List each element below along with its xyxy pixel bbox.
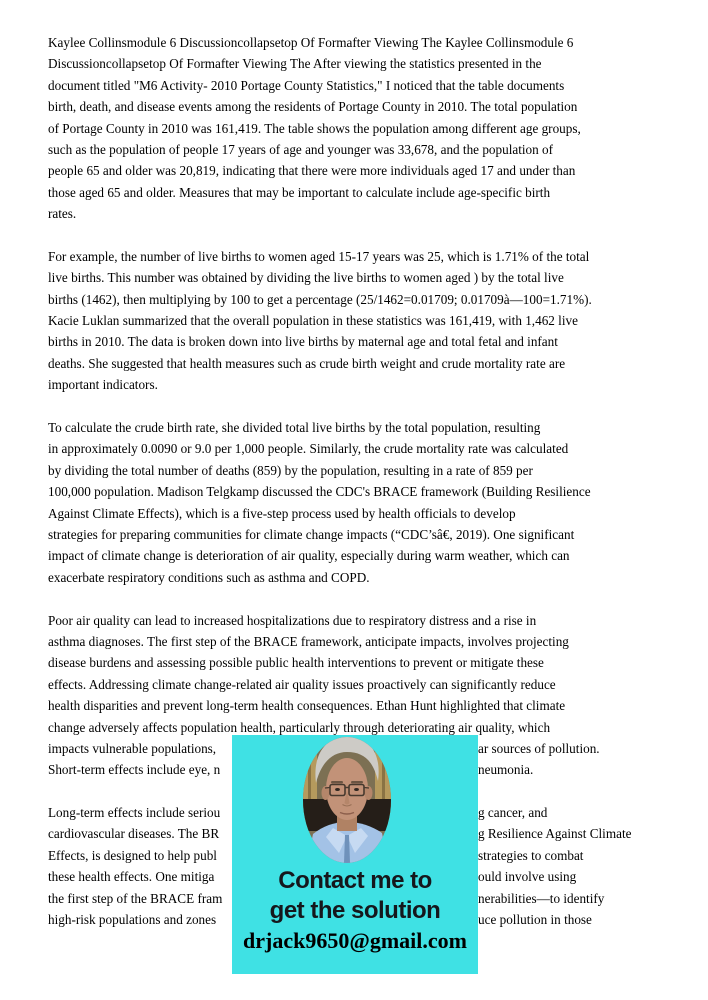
text-line: effects. Addressing climate change-related air quality issues proactively can significantly reduce (48, 676, 556, 692)
text-line: Discussioncollapsetop Of Formafter Viewing The After viewing the statistics presented in the (48, 56, 542, 72)
paragraph (48, 417, 668, 588)
text-line: For example, the number of live births to women aged 15-17 years was 25, which is 1.71% of the total (48, 248, 590, 264)
text-line: health disparities and prevent long-term health consequences. Ethan Hunt highlighted that climate (48, 698, 566, 714)
text-line: asthma diagnoses. The first step of the BRACE framework, anticipate impacts, involves projecting (48, 633, 569, 649)
text-line: people 65 and older was 20,819, indicating that there were more individuals aged 17 and under than (48, 163, 576, 179)
text-fragment-right: g cancer, and (478, 805, 548, 821)
text-fragment-right: uce pollution in those (478, 912, 592, 928)
text-line: rates. (48, 206, 77, 222)
text-fragment-left: Long-term effects include seriou (48, 805, 221, 821)
text-fragment-left: high-risk populations and zones (48, 912, 217, 928)
text-line: exacerbate respiratory conditions such as asthma and COPD. (48, 569, 370, 585)
text-line: document titled "M6 Activity- 2010 Portage County Statistics," I noticed that the table documents (48, 77, 565, 93)
text-line: by dividing the total number of deaths (859) by the population, resulting in a rate of 859 per (48, 462, 533, 478)
text-line: change adversely affects population health, particularly through deteriorating air quality, which (48, 719, 551, 735)
text-fragment-right: neumonia. (478, 762, 534, 778)
text-line: births (1462), then multiplying by 100 to get a percentage (25/1462=0.01709; 0.01709à—100=1.71%). (48, 291, 592, 307)
text-line: Kacie Luklan summarized that the overall population in these statistics was 161,419, with 1,462 live (48, 313, 578, 329)
text-line: deaths. She suggested that health measures such as crude birth weight and crude mortality rate are (48, 355, 566, 371)
contact-heading (232, 866, 478, 926)
text-line: live births. This number was obtained by dividing the live births to women aged ) by the total live (48, 270, 564, 286)
text-line: Poor air quality can lead to increased hospitalizations due to respiratory distress and a rise in (48, 612, 537, 628)
text-line: strategies for preparing communities for climate change impacts (“CDC’sâ€, 2019). One significant (48, 526, 575, 542)
text-fragment-left: Effects, is designed to help publ (48, 847, 217, 863)
text-line: births in 2010. The data is broken down into live births by maternal age and total fetal and infant (48, 334, 558, 350)
text-line: To calculate the crude birth rate, she divided total live births by the total population, resulting (48, 420, 541, 436)
face (326, 758, 368, 820)
paragraph (48, 246, 668, 396)
eyebrow-right (351, 781, 363, 783)
text-line: impact of climate change is deterioration of air quality, especially during warm weather, which can (48, 548, 570, 564)
contact-email: drjack9650@gmail.com (243, 928, 467, 953)
text-fragment-left: cardiovascular diseases. The BR (48, 826, 220, 842)
text-line: 100,000 population. Madison Telgkamp discussed the CDC's BRACE framework (Building Resilience (48, 484, 591, 500)
contact-heading-line1: Contact me to (278, 867, 432, 894)
text-line: important indicators. (48, 377, 158, 393)
text-fragment-right: ar sources of pollution. (478, 740, 600, 756)
text-fragment-left: the first step of the BRACE fram (48, 890, 223, 906)
eyebrow-left (331, 781, 343, 783)
text-line: of Portage County in 2010 was 161,419. The table shows the population among different age groups, (48, 120, 581, 136)
text-line: birth, death, and disease events among the residents of Portage County in 2010. The total population (48, 99, 578, 115)
text-line: such as the population of people 17 years of age and younger was 33,678, and the population of (48, 141, 554, 157)
portrait-photo (303, 737, 391, 863)
contact-heading-line2: get the solution (269, 897, 441, 924)
contact-overlay (232, 735, 478, 974)
text-line: Kaylee Collinsmodule 6 Discussioncollapsetop Of Formafter Viewing The Kaylee Collinsmodule 6 (48, 35, 574, 50)
text-fragment-left: impacts vulnerable populations, (48, 740, 217, 756)
text-fragment-right: strategies to combat (478, 847, 584, 863)
eye-right (354, 788, 359, 791)
text-line: those aged 65 and older. Measures that may be important to calculate include age-specific birth (48, 184, 551, 200)
paragraph (48, 32, 668, 225)
eye-left (335, 788, 340, 791)
text-line: disease burdens and assessing possible public health interventions to prevent or mitigate these (48, 655, 544, 671)
text-fragment-left: Short-term effects include eye, n (48, 762, 221, 778)
text-line: in approximately 0.0090 or 9.0 per 1,000 people. Similarly, the crude mortality rate was calculated (48, 441, 569, 457)
text-fragment-left: these health effects. One mitiga (48, 869, 215, 885)
text-fragment-right: g Resilience Against Climate (478, 826, 632, 842)
text-line: Against Climate Effects), which is a five-step process used by health officials to develop (48, 505, 516, 521)
text-fragment-right: nerabilities—to identify (478, 890, 605, 906)
text-fragment-right: ould involve using (478, 869, 577, 885)
